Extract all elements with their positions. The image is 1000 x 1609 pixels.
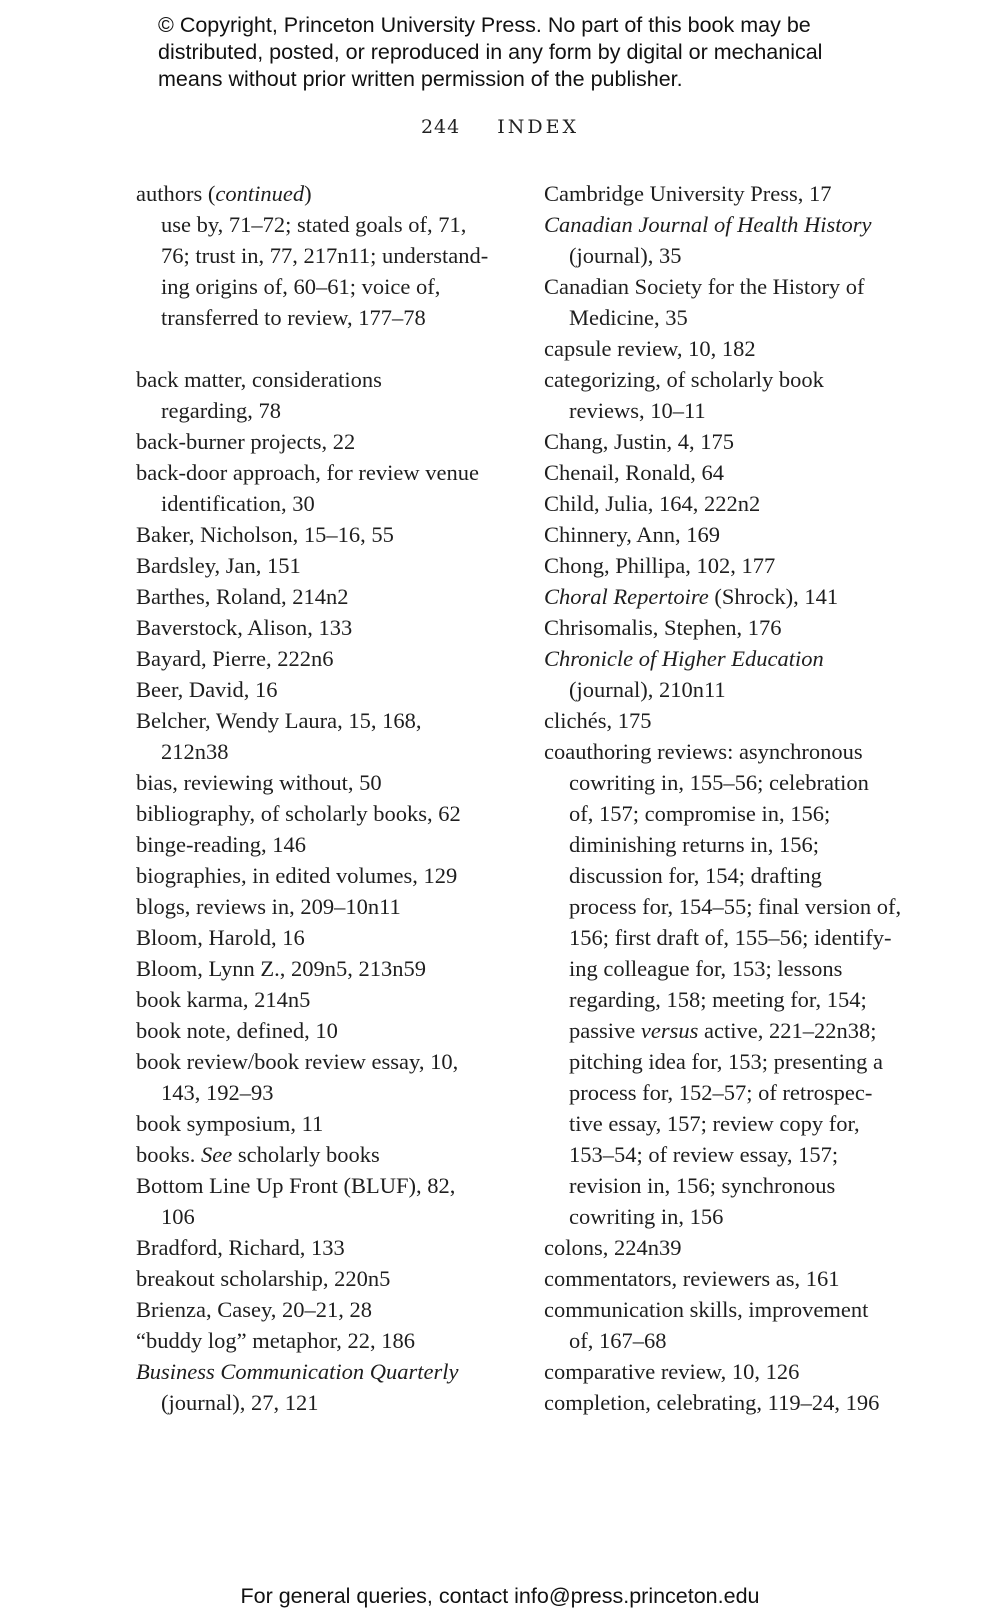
index-entry-line: Barthes, Roland, 214n2	[136, 584, 349, 609]
index-entry-line: Canadian Society for the History of	[544, 274, 865, 299]
index-entry-line: regarding, 158; meeting for, 154;	[569, 987, 867, 1012]
index-entry	[544, 178, 914, 209]
index-entry	[544, 209, 914, 271]
index-entry-line: Chong, Phillipa, 102, 177	[544, 553, 776, 578]
index-entry-line: Choral Repertoire (Shrock), 141	[544, 584, 839, 609]
index-entry-line: back matter, considerations	[136, 367, 382, 392]
index-entry	[136, 922, 516, 953]
index-entry	[136, 1170, 516, 1232]
index-entry-line: of, 167–68	[569, 1328, 667, 1353]
index-entry-line: Bayard, Pierre, 222n6	[136, 646, 334, 671]
index-entry	[544, 333, 914, 364]
index-entry	[136, 860, 516, 891]
index-entry-line: authors (continued)	[136, 181, 312, 206]
index-entry-line: completion, celebrating, 119–24, 196	[544, 1390, 880, 1415]
index-entry-line: Chinnery, Ann, 169	[544, 522, 721, 547]
index-entry	[136, 705, 516, 767]
index-entry-line: diminishing returns in, 156;	[569, 832, 819, 857]
index-entry	[136, 1046, 516, 1108]
index-entry-line: Bloom, Harold, 16	[136, 925, 305, 950]
index-entry	[136, 984, 516, 1015]
index-entry	[136, 1294, 516, 1325]
index-entry	[136, 550, 516, 581]
index-entry-line: book review/book review essay, 10,	[136, 1049, 459, 1074]
index-entry-line: coauthoring reviews: asynchronous	[544, 739, 863, 764]
index-entry-line: Beer, David, 16	[136, 677, 278, 702]
index-entry-line: reviews, 10–11	[569, 398, 706, 423]
index-entry	[544, 550, 914, 581]
index-entry-line: “buddy log” metaphor, 22, 186	[136, 1328, 416, 1353]
index-entry	[136, 891, 516, 922]
index-entry-line: Business Communication Quarterly	[136, 1359, 459, 1384]
index-entry-line: Belcher, Wendy Laura, 15, 168,	[136, 708, 422, 733]
copyright-line: means without prior written permission of the publisher.	[158, 67, 683, 91]
index-entry-line: revision in, 156; synchronous	[569, 1173, 836, 1198]
index-entry	[544, 612, 914, 643]
index-entry	[544, 488, 914, 519]
index-entry	[136, 1015, 516, 1046]
index-entry-line: transferred to review, 177–78	[161, 305, 426, 330]
section-title: INDEX	[497, 116, 580, 138]
index-entry-line: of, 157; compromise in, 156;	[569, 801, 831, 826]
index-entry-line: Chang, Justin, 4, 175	[544, 429, 735, 454]
index-entry-line: bias, reviewing without, 50	[136, 770, 382, 795]
index-entry-line: back-burner projects, 22	[136, 429, 356, 454]
index-entry-line: blogs, reviews in, 209–10n11	[136, 894, 401, 919]
index-entry	[544, 1263, 914, 1294]
index-entry	[136, 612, 516, 643]
index-entry-line: (journal), 210n11	[569, 677, 726, 702]
index-entry-line: Bradford, Richard, 133	[136, 1235, 345, 1260]
index-entry	[544, 736, 914, 1232]
index-entry	[136, 1356, 516, 1418]
index-entry-line: tive essay, 157; review copy for,	[569, 1111, 860, 1136]
index-entry	[136, 1108, 516, 1139]
index-entry-line: 106	[161, 1204, 195, 1229]
index-entry-line: book karma, 214n5	[136, 987, 311, 1012]
entry-gap	[136, 333, 516, 364]
index-entry-line: Bardsley, Jan, 151	[136, 553, 301, 578]
index-entry	[544, 643, 914, 705]
index-column-right	[544, 178, 914, 1418]
index-entry-line: 156; first draft of, 155–56; identify-	[569, 925, 892, 950]
index-entry	[136, 674, 516, 705]
index-entry-line: comparative review, 10, 126	[544, 1359, 800, 1384]
index-entry-line: colons, 224n39	[544, 1235, 682, 1260]
index-entry-line: commentators, reviewers as, 161	[544, 1266, 840, 1291]
index-entry-line: (journal), 35	[569, 243, 682, 268]
index-entry	[136, 426, 516, 457]
index-entry	[136, 1263, 516, 1294]
index-entry-line: Child, Julia, 164, 222n2	[544, 491, 761, 516]
index-entry-line: Chrisomalis, Stephen, 176	[544, 615, 782, 640]
index-entry	[136, 457, 516, 519]
index-entry-line: 153–54; of review essay, 157;	[569, 1142, 839, 1167]
index-entry	[136, 581, 516, 612]
index-entry-line: biographies, in edited volumes, 129	[136, 863, 458, 888]
index-entry	[136, 767, 516, 798]
index-entry-line: (journal), 27, 121	[161, 1390, 319, 1415]
index-entry-line: Bloom, Lynn Z., 209n5, 213n59	[136, 956, 427, 981]
index-entry	[136, 798, 516, 829]
index-entry-line: back-door approach, for review venue	[136, 460, 479, 485]
index-entry-line: use by, 71–72; stated goals of, 71,	[161, 212, 467, 237]
index-entry-line: book symposium, 11	[136, 1111, 324, 1136]
copyright-line: © Copyright, Princeton University Press. No part of this book may be	[158, 13, 811, 37]
index-entry-line: Baker, Nicholson, 15–16, 55	[136, 522, 394, 547]
index-entry-line: Chenail, Ronald, 64	[544, 460, 724, 485]
index-entry-line: 76; trust in, 77, 217n11; understand-	[161, 243, 489, 268]
index-entry-line: regarding, 78	[161, 398, 281, 423]
index-entry-line: Canadian Journal of Health History	[544, 212, 872, 237]
index-entry-line: binge-reading, 146	[136, 832, 306, 857]
index-entry	[136, 1325, 516, 1356]
index-entry-line: discussion for, 154; drafting	[569, 863, 822, 888]
index-entry-line: capsule review, 10, 182	[544, 336, 756, 361]
index-entry-line: categorizing, of scholarly book	[544, 367, 824, 392]
index-entry	[544, 364, 914, 426]
index-entry	[136, 178, 516, 333]
running-head	[0, 116, 1000, 138]
index-column-left	[136, 178, 516, 1418]
index-entry-line: Medicine, 35	[569, 305, 688, 330]
index-entry-line: Bottom Line Up Front (BLUF), 82,	[136, 1173, 456, 1198]
index-entry	[136, 1232, 516, 1263]
index-entry-line: Chronicle of Higher Education	[544, 646, 824, 671]
index-entry-line: 143, 192–93	[161, 1080, 274, 1105]
index-entry-line: pitching idea for, 153; presenting a	[569, 1049, 884, 1074]
index-entry	[544, 1387, 914, 1418]
index-entry-line: cowriting in, 155–56; celebration	[569, 770, 869, 795]
copyright-notice	[158, 12, 918, 93]
index-entry-line: process for, 154–55; final version of,	[569, 894, 902, 919]
index-entry	[136, 953, 516, 984]
copyright-line: distributed, posted, or reproduced in any form by digital or mechanical	[158, 40, 823, 64]
index-entry-line: identification, 30	[161, 491, 315, 516]
page-number: 244	[420, 116, 461, 138]
index-entry	[136, 364, 516, 426]
index-entry	[544, 581, 914, 612]
index-entry-line: cowriting in, 156	[569, 1204, 724, 1229]
index-entry	[544, 1294, 914, 1356]
index-entry-line: passive versus active, 221–22n38;	[569, 1018, 877, 1043]
index-entry	[544, 519, 914, 550]
index-entry-line: process for, 152–57; of retrospec-	[569, 1080, 873, 1105]
index-entry-line: ing origins of, 60–61; voice of,	[161, 274, 441, 299]
index-entry	[544, 457, 914, 488]
index-entry-line: breakout scholarship, 220n5	[136, 1266, 391, 1291]
index-entry-line: ing colleague for, 153; lessons	[569, 956, 843, 981]
index-entry-line: books. See scholarly books	[136, 1142, 380, 1167]
index-entry-line: communication skills, improvement	[544, 1297, 869, 1322]
index-entry	[136, 643, 516, 674]
footer-contact: For general queries, contact info@press.princeton.edu	[240, 1584, 760, 1608]
index-entry-line: clichés, 175	[544, 708, 652, 733]
index-entry-line: Baverstock, Alison, 133	[136, 615, 353, 640]
index-entry-line: book note, defined, 10	[136, 1018, 338, 1043]
index-entry-line: Cambridge University Press, 17	[544, 181, 832, 206]
index-entry-line: Brienza, Casey, 20–21, 28	[136, 1297, 372, 1322]
index-entry	[544, 705, 914, 736]
index-entry	[544, 1356, 914, 1387]
index-entry	[136, 519, 516, 550]
index-entry	[136, 1139, 516, 1170]
index-entry	[136, 829, 516, 860]
index-entry	[544, 271, 914, 333]
index-entry	[544, 1232, 914, 1263]
index-entry-line: bibliography, of scholarly books, 62	[136, 801, 461, 826]
index-entry-line: 212n38	[161, 739, 229, 764]
index-entry	[544, 426, 914, 457]
